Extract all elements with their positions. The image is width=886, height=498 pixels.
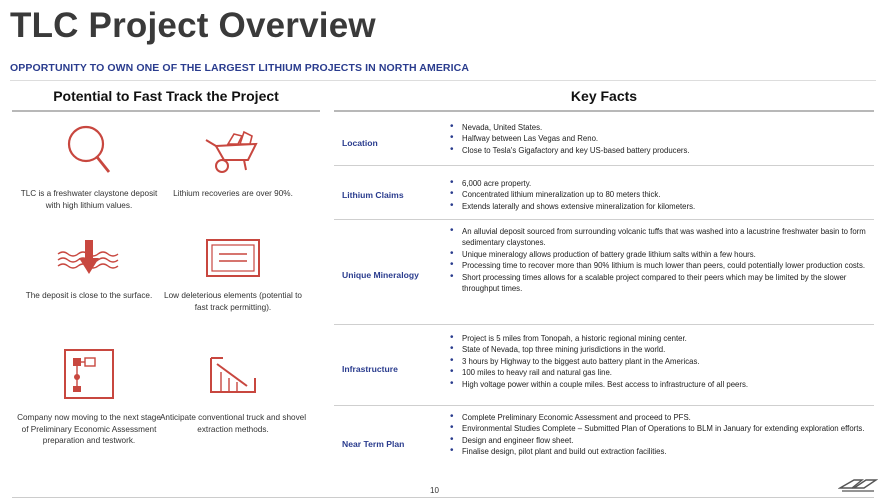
list-item: • Halfway between Las Vegas and Reno. (448, 133, 866, 144)
feature-caption: Low deleterious elements (potential to fast track permitting). (164, 291, 302, 312)
key-facts-table (334, 112, 874, 476)
list-item: • Design and engineer flow sheet. (448, 435, 866, 446)
list-item: • An alluvial deposit sourced from surrounding volcanic tuffs that was washed into a lacustrine freshwater basin to form sedimentary claystones. (448, 226, 866, 249)
feature-cell (14, 236, 164, 302)
feature-caption: The deposit is close to the surface. (25, 291, 153, 300)
bullet-list (448, 412, 874, 476)
table-row (334, 220, 874, 325)
divider (10, 80, 876, 81)
feature-caption: Anticipate conventional truck and shovel extraction methods. (159, 413, 307, 434)
row-label: Location (342, 138, 378, 148)
list-item: • Concentrated lithium mineralization up to 80 meters thick. (448, 189, 866, 200)
bullet-list (448, 226, 874, 324)
feature-caption: Company now moving to the next stage of Preliminary Economic Assessment preparation and testwork. (17, 413, 161, 445)
list-item: • Project is 5 miles from Tonopah, a historic regional mining center. (448, 333, 866, 344)
list-item: • Complete Preliminary Economic Assessment and proceed to PFS. (448, 412, 866, 423)
feature-cell (158, 346, 308, 435)
feature-caption: TLC is a freshwater claystone deposit with high lithium values. (20, 189, 158, 210)
row-label: Unique Mineralogy (342, 270, 419, 280)
list-item: • State of Nevada, top three mining jurisdictions in the world. (448, 344, 866, 355)
truck-shovel-icon (203, 346, 263, 402)
page-title: TLC Project Overview (10, 6, 376, 45)
row-label: Lithium Claims (342, 190, 404, 200)
bullet-list (448, 178, 874, 219)
page-number: 10 (430, 486, 439, 495)
list-item: • 3 hours by Highway to the biggest auto battery plant in the Americas. (448, 356, 866, 367)
left-section-heading: Potential to Fast Track the Project (53, 88, 279, 104)
page-subtitle: OPPORTUNITY TO OWN ONE OF THE LARGEST LITHIUM PROJECTS IN NORTH AMERICA (10, 62, 469, 74)
list-item: • Short processing times allows for a scalable project compared to their peers which may be limited by the slower throughput times. (448, 272, 866, 295)
feature-cell (158, 236, 308, 313)
table-row (334, 325, 874, 406)
list-item: • Extends laterally and shows extensive mineralization for kilometers. (448, 201, 866, 212)
list-item: • Close to Tesla's Gigafactory and key US-based battery producers. (448, 145, 866, 156)
divider (12, 110, 320, 112)
list-item: • High voltage power within a couple miles. Best access to infrastructure of all peers. (448, 379, 866, 390)
right-section-heading: Key Facts (570, 88, 638, 104)
list-item: • Environmental Studies Complete – Submitted Plan of Operations to BLM in January for extending exploration efforts. (448, 423, 866, 434)
permit-certificate-icon (203, 236, 263, 280)
list-item: • Processing time to recover more than 90% lithium is much lower than peers, could potentially lower production costs. (448, 260, 866, 271)
feature-cell (14, 346, 164, 447)
feature-cell (158, 122, 308, 200)
row-label: Near Term Plan (342, 439, 405, 449)
feature-cell (14, 122, 164, 211)
list-item: • 100 miles to heavy rail and natural gas line. (448, 367, 866, 378)
deposit-surface-icon (54, 236, 124, 280)
company-logo-icon (838, 476, 878, 494)
table-row (334, 112, 874, 166)
bullet-list (448, 333, 874, 405)
table-row (334, 166, 874, 220)
bullet-list (448, 122, 874, 165)
list-item: • Unique mineralogy allows production of battery grade lithium salts within a few hours. (448, 249, 866, 260)
magnifier-icon (59, 122, 119, 178)
list-item: • Finalise design, pilot plant and build out extraction facilities. (448, 446, 866, 457)
flowchart-icon (61, 346, 117, 402)
feature-caption: Lithium recoveries are over 90%. (173, 189, 293, 198)
wheelbarrow-icon (198, 122, 268, 178)
table-row (334, 406, 874, 476)
row-label: Infrastructure (342, 364, 398, 374)
list-item: • Nevada, United States. (448, 122, 866, 133)
list-item: • 6,000 acre property. (448, 178, 866, 189)
